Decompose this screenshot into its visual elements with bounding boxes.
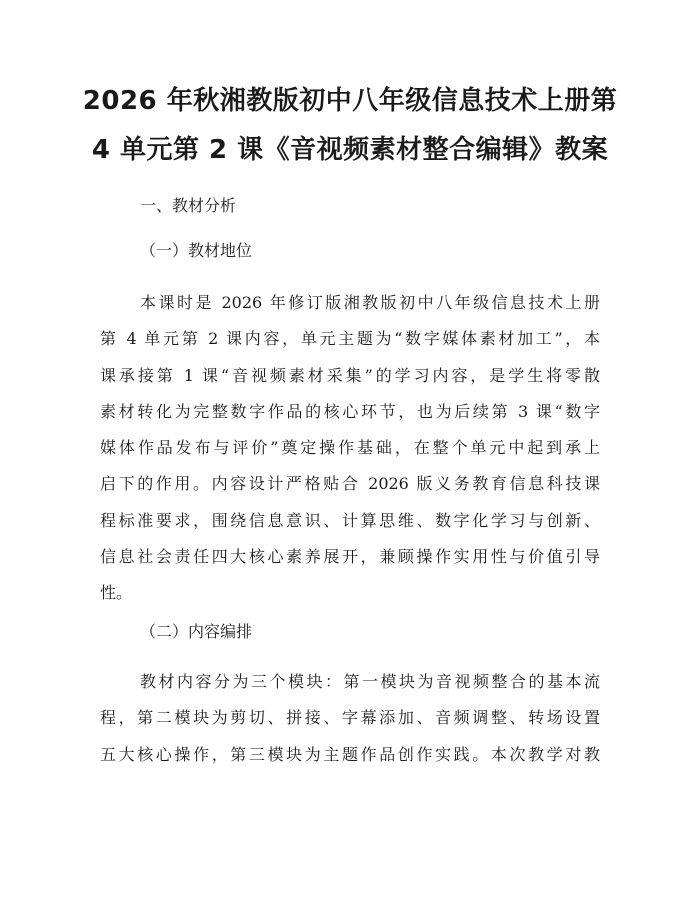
section-heading-textbook-analysis: 一、教材分析: [140, 196, 237, 215]
paragraph-line: 第 4 单元第 2 课内容，单元主题为“数字媒体素材加工”，本: [100, 329, 600, 349]
paragraph-line: 信息社会责任四大核心素养展开，兼顾操作实用性与价值引导: [100, 547, 600, 567]
document-title-line-2: 4 单元第 2 课《音视频素材整合编辑》教案: [91, 135, 609, 165]
paragraph-line: 教材内容分为三个模块：第一模块为音视频整合的基本流: [140, 672, 600, 691]
paragraph-line: 程，第二模块为剪切、拼接、字幕添加、音频调整、转场设置: [100, 708, 600, 728]
paragraph-line: 本课时是 2026 年修订版湘教版初中八年级信息技术上册: [140, 293, 600, 312]
paragraph-content-arrangement: [100, 664, 600, 773]
paragraph-line: 素材转化为完整数字作品的核心环节，也为后续第 3 课“数字: [100, 401, 600, 421]
paragraph-textbook-position: [100, 285, 600, 612]
paragraph-line: 课承接第 1 课“音视频素材采集”的学习内容，是学生将零散: [100, 365, 600, 385]
paragraph-line: 性。: [100, 583, 133, 603]
paragraph-line: 程标准要求，围绕信息意识、计算思维、数字化学习与创新、: [100, 510, 600, 530]
document-title-line-1: 2026 年秋湘教版初中八年级信息技术上册第: [82, 86, 618, 116]
paragraph-line: 启下的作用。内容设计严格贴合 2026 版义务教育信息科技课: [100, 474, 600, 494]
subsection-heading-textbook-position: （一）教材地位: [140, 241, 253, 260]
paragraph-line: 媒体作品发布与评价”奠定操作基础，在整个单元中起到承上: [100, 438, 600, 458]
paragraph-line: 五大核心操作，第三模块为主题作品创作实践。本次教学对教: [100, 744, 600, 764]
subsection-heading-content-arrangement: （二）内容编排: [140, 622, 253, 641]
